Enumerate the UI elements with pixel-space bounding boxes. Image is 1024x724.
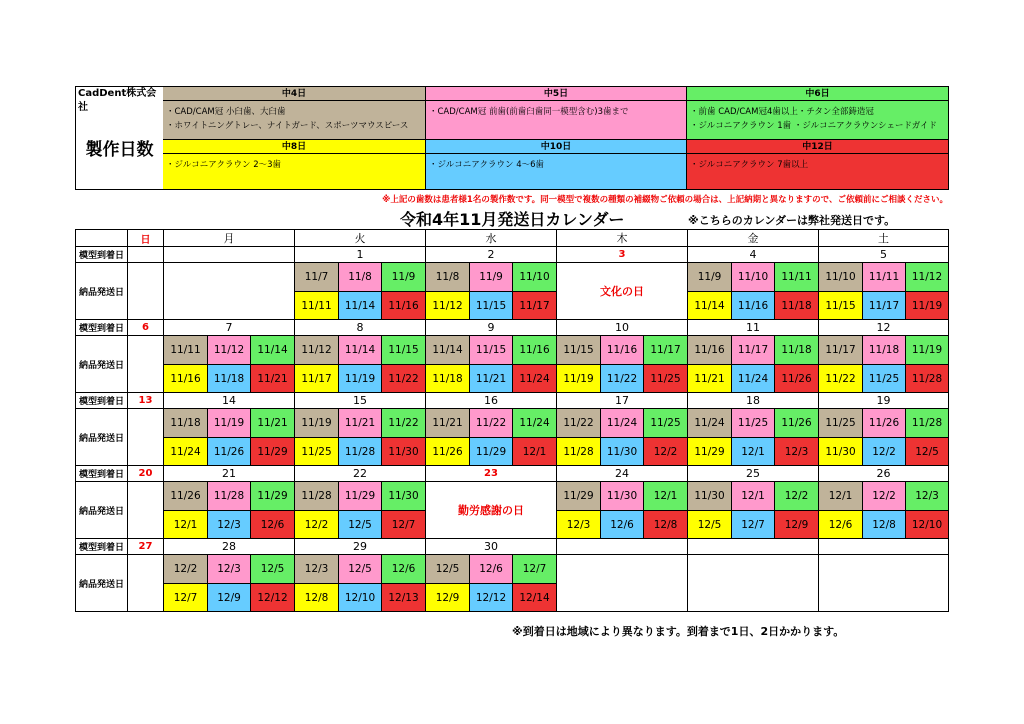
arrival-date-chip: 12/3 xyxy=(295,555,339,584)
corner-cell xyxy=(76,230,128,247)
ship-date-chip: 12/10 xyxy=(906,511,949,539)
date-cell xyxy=(688,539,819,555)
arrival-date-chip: 11/16 xyxy=(601,336,644,365)
arrival-date-chip: 12/1 xyxy=(644,482,688,511)
arrival-date-chip: 11/10 xyxy=(732,263,775,292)
holiday-label: 勤労感謝の日 xyxy=(426,482,557,539)
date-cell xyxy=(819,539,949,555)
arrival-date-chip: 11/14 xyxy=(426,336,470,365)
arrival-date-chip: 11/19 xyxy=(208,409,251,438)
ship-date-chip: 12/1 xyxy=(513,438,557,466)
ship-date-chip: 12/3 xyxy=(557,511,601,539)
production-group xyxy=(687,140,948,189)
ship-date-chip: 11/16 xyxy=(732,292,775,320)
ship-date-chip: 11/19 xyxy=(339,365,382,393)
weekday-header: 木 xyxy=(557,230,688,247)
ship-date-chip: 11/21 xyxy=(251,365,295,393)
arrival-date-chip: 11/21 xyxy=(251,409,295,438)
ship-date-chip: 12/9 xyxy=(775,511,819,539)
arrival-date-chip: 11/21 xyxy=(339,409,382,438)
arrival-date-chip: 11/24 xyxy=(513,409,557,438)
arrival-date-chip: 11/18 xyxy=(164,409,208,438)
arrival-date-chip: 12/1 xyxy=(732,482,775,511)
ship-date-chip: 11/19 xyxy=(906,292,949,320)
production-group-header: 中12日 xyxy=(687,140,948,154)
date-cell: 12 xyxy=(819,320,949,336)
arrival-row-label: 模型到着日 xyxy=(76,466,128,482)
date-cell xyxy=(164,247,295,263)
arrival-date-chip: 11/11 xyxy=(863,263,906,292)
date-cell: 19 xyxy=(819,393,949,409)
ship-date-chip: 12/2 xyxy=(644,438,688,466)
arrival-date-chip: 11/18 xyxy=(775,336,819,365)
arrival-date-chip: 11/29 xyxy=(339,482,382,511)
arrival-date-chip: 12/5 xyxy=(426,555,470,584)
production-group-item: ・CAD/CAM冠 小臼歯、大臼歯 xyxy=(166,107,286,117)
production-group xyxy=(163,140,425,189)
arrival-date-chip: 11/10 xyxy=(513,263,557,292)
empty-ship-cell xyxy=(128,263,164,320)
ship-date-chip: 11/21 xyxy=(688,365,732,393)
shipping-calendar xyxy=(75,229,949,612)
ship-date-chip: 11/22 xyxy=(601,365,644,393)
arrival-date-chip: 11/24 xyxy=(688,409,732,438)
ship-date-chip: 11/14 xyxy=(339,292,382,320)
ship-row-label: 納品発送日 xyxy=(76,482,128,539)
arrival-date-chip: 11/16 xyxy=(513,336,557,365)
ship-date-chip: 11/19 xyxy=(557,365,601,393)
ship-date-chip: 12/12 xyxy=(470,584,513,612)
ship-date-chip: 11/24 xyxy=(164,438,208,466)
production-group xyxy=(687,87,948,139)
ship-date-chip: 11/16 xyxy=(382,292,426,320)
arrival-date-chip: 11/19 xyxy=(906,336,949,365)
empty-ship-cell xyxy=(557,555,688,612)
arrival-date-chip: 11/7 xyxy=(295,263,339,292)
date-cell: 23 xyxy=(426,466,557,482)
arrival-date-chip: 11/28 xyxy=(906,409,949,438)
ship-date-chip: 12/2 xyxy=(295,511,339,539)
empty-ship-cell xyxy=(128,336,164,393)
weekday-header: 月 xyxy=(164,230,295,247)
ship-date-chip: 12/8 xyxy=(295,584,339,612)
ship-date-chip: 11/12 xyxy=(426,292,470,320)
arrival-date-chip: 11/15 xyxy=(557,336,601,365)
calendar-subnote: ※こちらのカレンダーは弊社発送日です。 xyxy=(688,214,896,227)
ship-date-chip: 12/5 xyxy=(688,511,732,539)
weekday-header: 水 xyxy=(426,230,557,247)
ship-date-chip: 11/24 xyxy=(732,365,775,393)
ship-date-chip: 12/7 xyxy=(732,511,775,539)
date-cell: 15 xyxy=(295,393,426,409)
ship-date-chip: 11/26 xyxy=(775,365,819,393)
arrival-date-chip: 11/15 xyxy=(382,336,426,365)
production-group-item: ・前歯 CAD/CAM冠4歯以上・チタン全部鋳造冠 xyxy=(690,107,874,117)
arrival-row-label: 模型到着日 xyxy=(76,247,128,263)
weekday-header: 火 xyxy=(295,230,426,247)
ship-date-chip: 12/10 xyxy=(339,584,382,612)
ship-date-chip: 11/26 xyxy=(426,438,470,466)
ship-date-chip: 12/3 xyxy=(775,438,819,466)
ship-date-chip: 11/14 xyxy=(688,292,732,320)
arrival-row-label: 模型到着日 xyxy=(76,320,128,336)
ship-date-chip: 11/28 xyxy=(339,438,382,466)
arrival-date-chip: 11/30 xyxy=(601,482,644,511)
weekday-header: 金 xyxy=(688,230,819,247)
production-group xyxy=(163,87,425,139)
ship-date-chip: 11/25 xyxy=(863,365,906,393)
arrival-date-chip: 11/17 xyxy=(819,336,863,365)
date-cell: 7 xyxy=(164,320,295,336)
ship-row-label: 納品発送日 xyxy=(76,336,128,393)
ship-date-chip: 11/15 xyxy=(470,292,513,320)
date-cell: 18 xyxy=(688,393,819,409)
ship-date-chip: 12/6 xyxy=(601,511,644,539)
arrival-date-chip: 11/19 xyxy=(295,409,339,438)
ship-date-chip: 11/29 xyxy=(688,438,732,466)
production-group-header: 中8日 xyxy=(163,140,425,154)
date-cell: 5 xyxy=(819,247,949,263)
ship-date-chip: 12/1 xyxy=(732,438,775,466)
date-cell: 4 xyxy=(688,247,819,263)
production-days-table xyxy=(75,86,949,190)
empty-ship-cell xyxy=(164,263,295,320)
ship-date-chip: 11/17 xyxy=(513,292,557,320)
date-cell xyxy=(557,539,688,555)
ship-date-chip: 11/21 xyxy=(470,365,513,393)
weekday-header: 日 xyxy=(128,230,164,247)
date-cell: 25 xyxy=(688,466,819,482)
arrival-date-chip: 11/11 xyxy=(775,263,819,292)
ship-date-chip: 12/8 xyxy=(644,511,688,539)
date-cell: 24 xyxy=(557,466,688,482)
arrival-footnote: ※到着日は地域により異なります。到着まで1日、2日かかります。 xyxy=(512,625,845,638)
empty-ship-cell xyxy=(819,555,949,612)
date-cell: 26 xyxy=(819,466,949,482)
company-name: CadDent株式会社 xyxy=(78,88,157,113)
arrival-date-chip: 12/3 xyxy=(208,555,251,584)
ship-row-label: 納品発送日 xyxy=(76,409,128,466)
ship-row-label: 納品発送日 xyxy=(76,555,128,612)
ship-date-chip: 11/26 xyxy=(208,438,251,466)
ship-date-chip: 12/5 xyxy=(339,511,382,539)
date-cell: 17 xyxy=(557,393,688,409)
arrival-date-chip: 11/29 xyxy=(557,482,601,511)
production-group-header: 中5日 xyxy=(426,87,686,101)
ship-date-chip: 11/25 xyxy=(295,438,339,466)
arrival-date-chip: 11/14 xyxy=(251,336,295,365)
arrival-date-chip: 11/28 xyxy=(295,482,339,511)
ship-date-chip: 11/18 xyxy=(775,292,819,320)
arrival-date-chip: 11/30 xyxy=(382,482,426,511)
ship-date-chip: 12/3 xyxy=(208,511,251,539)
arrival-date-chip: 11/26 xyxy=(775,409,819,438)
arrival-date-chip: 12/2 xyxy=(775,482,819,511)
date-cell: 11 xyxy=(688,320,819,336)
ship-date-chip: 11/22 xyxy=(382,365,426,393)
production-group-item: ・ホワイトニングトレー、ナイトガード、スポーツマウスピース xyxy=(166,121,409,131)
arrival-row-label: 模型到着日 xyxy=(76,539,128,555)
arrival-date-chip: 12/1 xyxy=(819,482,863,511)
arrival-date-chip: 11/26 xyxy=(863,409,906,438)
arrival-date-chip: 11/8 xyxy=(339,263,382,292)
ship-date-chip: 11/15 xyxy=(819,292,863,320)
production-group-item: ・ジルコニアクラウン 4～6歯 xyxy=(429,160,545,170)
ship-date-chip: 11/16 xyxy=(164,365,208,393)
production-group-item: ・ジルコニアクラウン 2～3歯 xyxy=(166,160,282,170)
ship-date-chip: 11/22 xyxy=(819,365,863,393)
arrival-date-chip: 11/18 xyxy=(863,336,906,365)
ship-date-chip: 11/30 xyxy=(819,438,863,466)
arrival-date-chip: 11/12 xyxy=(208,336,251,365)
arrival-date-chip: 12/3 xyxy=(906,482,949,511)
production-note: ※上記の歯数は患者様1名の製作数です。同一模型で複数の種類の補綴物ご依頼の場合は、上記納期と異なりますので、ご依頼前にご相談ください。 xyxy=(382,195,948,205)
arrival-date-chip: 12/6 xyxy=(382,555,426,584)
arrival-date-chip: 11/28 xyxy=(208,482,251,511)
date-cell: 27 xyxy=(128,539,164,555)
ship-date-chip: 11/29 xyxy=(470,438,513,466)
holiday-label: 文化の日 xyxy=(557,263,688,320)
arrival-date-chip: 11/17 xyxy=(644,336,688,365)
date-cell: 10 xyxy=(557,320,688,336)
ship-date-chip: 12/9 xyxy=(208,584,251,612)
date-cell: 3 xyxy=(557,247,688,263)
arrival-date-chip: 11/12 xyxy=(906,263,949,292)
ship-date-chip: 12/13 xyxy=(382,584,426,612)
arrival-date-chip: 11/12 xyxy=(295,336,339,365)
date-cell: 29 xyxy=(295,539,426,555)
arrival-date-chip: 11/25 xyxy=(644,409,688,438)
ship-date-chip: 11/30 xyxy=(601,438,644,466)
empty-ship-cell xyxy=(688,555,819,612)
date-cell: 16 xyxy=(426,393,557,409)
date-cell: 28 xyxy=(164,539,295,555)
production-group xyxy=(426,140,686,189)
date-cell: 14 xyxy=(164,393,295,409)
arrival-date-chip: 11/8 xyxy=(426,263,470,292)
ship-date-chip: 12/7 xyxy=(164,584,208,612)
ship-date-chip: 11/18 xyxy=(426,365,470,393)
date-cell: 1 xyxy=(295,247,426,263)
date-cell: 22 xyxy=(295,466,426,482)
production-group-item: ・ジルコニアクラウン 1歯 ・ジルコニアクラウンシェードガイド xyxy=(690,121,937,131)
ship-row-label: 納品発送日 xyxy=(76,263,128,320)
arrival-date-chip: 11/24 xyxy=(601,409,644,438)
arrival-row-label: 模型到着日 xyxy=(76,393,128,409)
ship-date-chip: 11/17 xyxy=(863,292,906,320)
ship-date-chip: 12/9 xyxy=(426,584,470,612)
ship-date-chip: 12/2 xyxy=(863,438,906,466)
arrival-date-chip: 11/11 xyxy=(164,336,208,365)
arrival-date-chip: 11/26 xyxy=(164,482,208,511)
arrival-date-chip: 11/22 xyxy=(557,409,601,438)
arrival-date-chip: 11/14 xyxy=(339,336,382,365)
date-cell: 9 xyxy=(426,320,557,336)
arrival-date-chip: 11/9 xyxy=(688,263,732,292)
empty-ship-cell xyxy=(128,409,164,466)
arrival-date-chip: 11/9 xyxy=(470,263,513,292)
arrival-date-chip: 11/10 xyxy=(819,263,863,292)
arrival-date-chip: 11/16 xyxy=(688,336,732,365)
arrival-date-chip: 11/25 xyxy=(732,409,775,438)
date-cell: 21 xyxy=(164,466,295,482)
arrival-date-chip: 12/7 xyxy=(513,555,557,584)
ship-date-chip: 12/6 xyxy=(819,511,863,539)
production-group-item: ・CAD/CAM冠 前歯(前歯臼歯同一模型含む)3歯まで xyxy=(429,107,629,117)
ship-date-chip: 12/1 xyxy=(164,511,208,539)
ship-date-chip: 11/25 xyxy=(644,365,688,393)
arrival-date-chip: 12/2 xyxy=(164,555,208,584)
date-cell: 30 xyxy=(426,539,557,555)
arrival-date-chip: 11/21 xyxy=(426,409,470,438)
production-group-header: 中10日 xyxy=(426,140,686,154)
ship-date-chip: 12/14 xyxy=(513,584,557,612)
arrival-date-chip: 12/6 xyxy=(470,555,513,584)
production-group-header: 中4日 xyxy=(163,87,425,101)
arrival-date-chip: 11/30 xyxy=(688,482,732,511)
ship-date-chip: 11/17 xyxy=(295,365,339,393)
ship-date-chip: 12/5 xyxy=(906,438,949,466)
date-cell: 6 xyxy=(128,320,164,336)
ship-date-chip: 11/18 xyxy=(208,365,251,393)
ship-date-chip: 11/29 xyxy=(251,438,295,466)
date-cell: 2 xyxy=(426,247,557,263)
arrival-date-chip: 12/5 xyxy=(251,555,295,584)
arrival-date-chip: 12/2 xyxy=(863,482,906,511)
date-cell xyxy=(128,247,164,263)
production-days-title: 製作日数 xyxy=(85,140,154,160)
date-cell: 20 xyxy=(128,466,164,482)
weekday-header: 土 xyxy=(819,230,949,247)
arrival-date-chip: 11/29 xyxy=(251,482,295,511)
arrival-date-chip: 11/22 xyxy=(382,409,426,438)
arrival-date-chip: 11/15 xyxy=(470,336,513,365)
arrival-date-chip: 11/22 xyxy=(470,409,513,438)
arrival-date-chip: 12/5 xyxy=(339,555,382,584)
calendar-title: 令和4年11月発送日カレンダー xyxy=(400,210,625,229)
production-group xyxy=(426,87,686,139)
ship-date-chip: 11/11 xyxy=(295,292,339,320)
ship-date-chip: 12/8 xyxy=(863,511,906,539)
ship-date-chip: 12/7 xyxy=(382,511,426,539)
date-cell: 8 xyxy=(295,320,426,336)
ship-date-chip: 11/30 xyxy=(382,438,426,466)
arrival-date-chip: 11/25 xyxy=(819,409,863,438)
ship-date-chip: 12/6 xyxy=(251,511,295,539)
production-group-item: ・ジルコニアクラウン 7歯以上 xyxy=(690,160,809,170)
date-cell: 13 xyxy=(128,393,164,409)
ship-date-chip: 11/24 xyxy=(513,365,557,393)
production-group-header: 中6日 xyxy=(687,87,948,101)
ship-date-chip: 11/28 xyxy=(557,438,601,466)
arrival-date-chip: 11/17 xyxy=(732,336,775,365)
empty-ship-cell xyxy=(128,482,164,539)
arrival-date-chip: 11/9 xyxy=(382,263,426,292)
ship-date-chip: 12/12 xyxy=(251,584,295,612)
empty-ship-cell xyxy=(128,555,164,612)
ship-date-chip: 11/28 xyxy=(906,365,949,393)
